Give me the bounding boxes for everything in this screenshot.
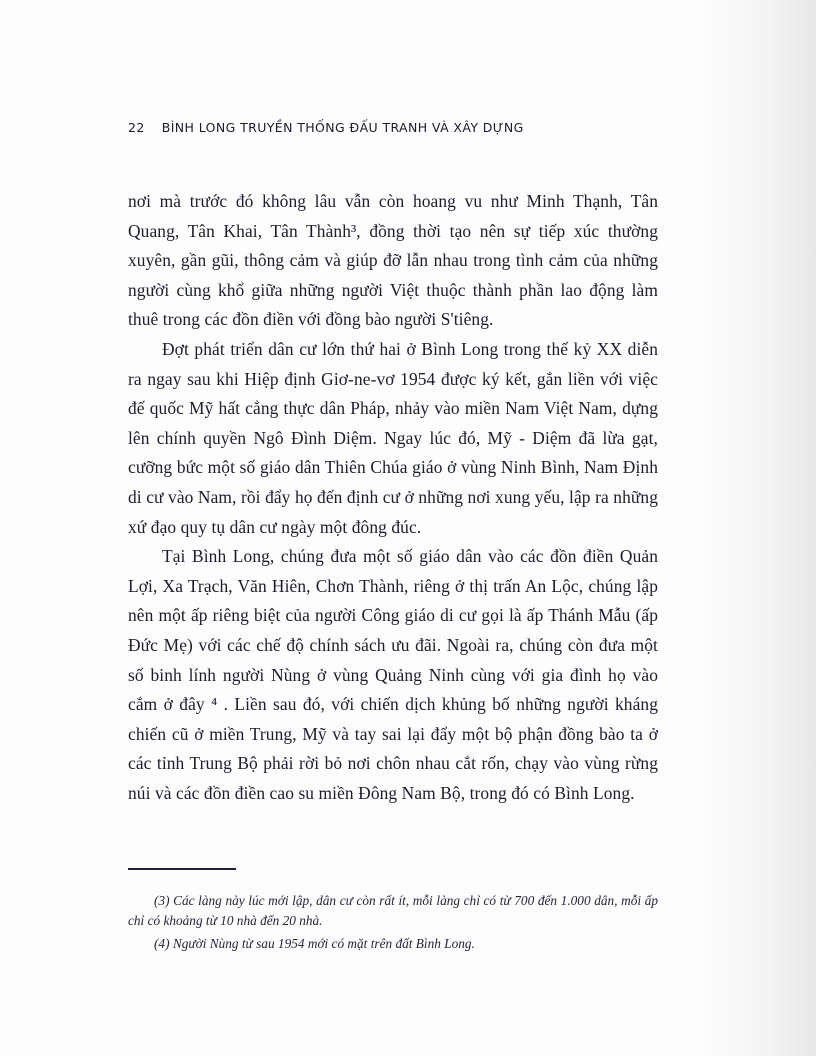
page-content (128, 120, 658, 808)
paragraph: Đợt phát triển dân cư lớn thứ hai ở Bình Long trong thế kỷ XX diễn ra ngay sau khi Hiệp định Giơ-ne-vơ 1954 được ký kết, gắn liền với việc đế quốc Mỹ hất cẳng thực dân Pháp, nhảy vào miền Nam Việt Nam, dựng lên chính quyền Ngô Đình Diệm. Ngay lúc đó, Mỹ - Diệm đã lừa gạt, cưỡng bức một số giáo dân Thiên Chúa giáo ở vùng Ninh Bình, Nam Định di cư vào Nam, rồi đẩy họ đến định cư ở những nơi xung yếu, lập ra những xứ đạo quy tụ dân cư ngày một đông đúc. (128, 338, 658, 537)
footnote-area (128, 868, 658, 956)
footnote-separator-rule (128, 868, 236, 870)
page-edge-shading (698, 0, 816, 1056)
page-number: 22 (128, 120, 145, 135)
footnote-item: (3) Các làng này lúc mới lập, dân cư còn rất ít, mỗi làng chỉ có từ 700 đến 1.000 dân, mỗi ấp chỉ có khoảng từ 10 nhà đến 20 nhà. (128, 892, 658, 929)
footnote-item: (4) Người Nùng từ sau 1954 mới có mặt trên đất Bình Long. (154, 935, 475, 951)
paragraph: nơi mà trước đó không lâu vẫn còn hoang vu như Minh Thạnh, Tân Quang, Tân Khai, Tân Thành³, đồng thời tạo nên sự tiếp xúc thường xuyên, gần gũi, thông cảm và giúp đỡ lẫn nhau trong tình cảm của những người cùng khổ giữa những người Việt thuộc thành phần lao động làm thuê trong các đồn điền với đồng bào người S'tiêng. (128, 191, 658, 330)
running-header (128, 120, 658, 135)
paragraph: Tại Bình Long, chúng đưa một số giáo dân vào các đồn điền Quản Lợi, Xa Trạch, Văn Hiên, Chơn Thành, riêng ở thị trấn An Lộc, chúng lập nên một ấp riêng biệt của người Công giáo di cư gọi là ấp Thánh Mẫu (ấp Đức Mẹ) với các chế độ chính sách ưu đãi. Ngoài ra, chúng còn đưa một số binh lính người Nùng ở vùng Quảng Ninh cùng với gia đình họ vào cắm ở đây ⁴ . Liền sau đó, với chiến dịch khủng bố những người kháng chiến cũ ở miền Trung, Mỹ và tay sai lại đẩy một bộ phận đồng bào ta ở các tỉnh Trung Bộ phải rời bỏ nơi chôn nhau cắt rốn, chạy vào vùng rừng núi và các đồn điền cao su miền Đông Nam Bộ, trong đó có Bình Long. (128, 546, 658, 803)
running-head-title: BÌNH LONG TRUYỀN THỐNG ĐẤU TRANH VÀ XÂY DỰNG (161, 120, 524, 135)
body-text (128, 187, 658, 808)
